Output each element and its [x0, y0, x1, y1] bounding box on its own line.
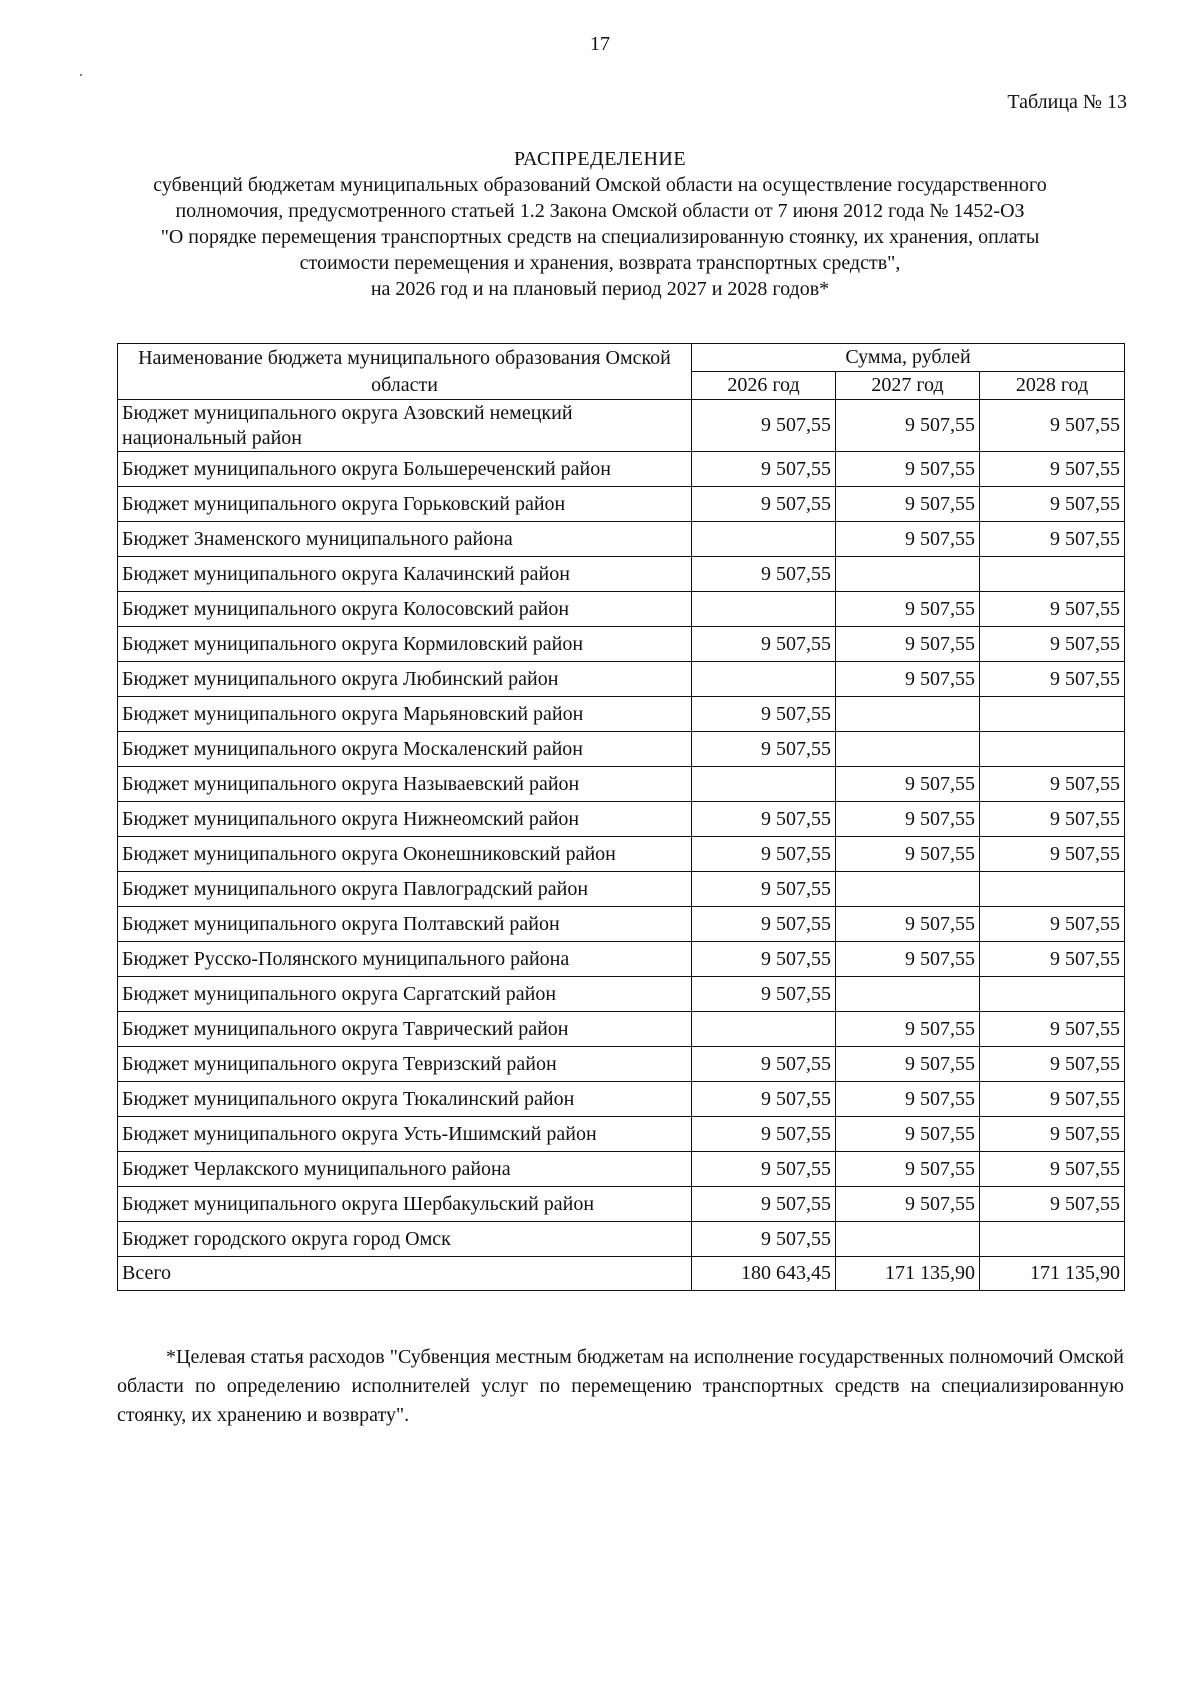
table-row [118, 627, 1125, 662]
amount-2028-cell: 9 507,55 [980, 837, 1125, 872]
amount-2027-cell: 9 507,55 [836, 627, 980, 662]
amount-2028-cell [980, 697, 1125, 732]
table-row [118, 942, 1125, 977]
budget-name-cell: Бюджет Русско-Полянского муниципального района [118, 942, 692, 977]
amount-2028-cell: 9 507,55 [980, 802, 1125, 837]
budget-name-cell: Бюджет муниципального округа Калачинский район [118, 557, 692, 592]
table-row [118, 400, 1125, 452]
table-row [118, 1047, 1125, 1082]
amount-2026-cell: 9 507,55 [692, 942, 836, 977]
total-2026-cell: 180 643,45 [692, 1257, 836, 1291]
header-year-2026: 2026 год [692, 372, 836, 400]
footnote: *Целевая статья расходов "Субвенция местным бюджетам на исполнение государственных полномочий Омской области по определению исполнителей услуг по перемещению транспортных средств на специализированную стоянку, их хранению и возврату". [117, 1346, 1124, 1426]
amount-2027-cell: 9 507,55 [836, 1082, 980, 1117]
budget-name-cell: Бюджет муниципального округа Называевский район [118, 767, 692, 802]
amount-2027-cell: 9 507,55 [836, 1012, 980, 1047]
table-row [118, 557, 1125, 592]
header-budget-name: Наименование бюджета муниципального образования Омской области [118, 344, 692, 400]
amount-2028-cell [980, 557, 1125, 592]
amount-2026-cell: 9 507,55 [692, 487, 836, 522]
amount-2028-cell: 9 507,55 [980, 1047, 1125, 1082]
total-2027-cell: 171 135,90 [836, 1257, 980, 1291]
amount-2026-cell: 9 507,55 [692, 400, 836, 452]
header-year-2028: 2028 год [980, 372, 1125, 400]
table-row [118, 837, 1125, 872]
amount-2028-cell: 9 507,55 [980, 592, 1125, 627]
budget-name-cell: Бюджет муниципального округа Азовский немецкий национальный район [118, 400, 692, 452]
table-row [118, 907, 1125, 942]
amount-2027-cell: 9 507,55 [836, 1152, 980, 1187]
amount-2027-cell [836, 872, 980, 907]
table-row [118, 1117, 1125, 1152]
amount-2026-cell: 9 507,55 [692, 1152, 836, 1187]
amount-2028-cell: 9 507,55 [980, 1187, 1125, 1222]
amount-2026-cell: 9 507,55 [692, 1082, 836, 1117]
table-row [118, 732, 1125, 767]
amount-2026-cell: 9 507,55 [692, 697, 836, 732]
table-row [118, 767, 1125, 802]
budget-name-cell: Бюджет муниципального округа Оконешниковский район [118, 837, 692, 872]
total-row [118, 1257, 1125, 1291]
amount-2028-cell: 9 507,55 [980, 907, 1125, 942]
amount-2026-cell [692, 767, 836, 802]
amount-2027-cell: 9 507,55 [836, 1047, 980, 1082]
table-row [118, 522, 1125, 557]
table-row [118, 1187, 1125, 1222]
budget-name-cell: Бюджет муниципального округа Нижнеомский район [118, 802, 692, 837]
amount-2028-cell: 9 507,55 [980, 400, 1125, 452]
amount-2027-cell: 9 507,55 [836, 1187, 980, 1222]
subtitle-line: на 2026 год и на плановый период 2027 и 2028 годов* [370, 278, 830, 300]
amount-2027-cell [836, 977, 980, 1012]
amount-2026-cell: 9 507,55 [692, 837, 836, 872]
table-label: Таблица № 13 [1007, 91, 1127, 113]
amount-2026-cell: 9 507,55 [692, 872, 836, 907]
budget-name-cell: Бюджет муниципального округа Усть-Ишимский район [118, 1117, 692, 1152]
budget-name-cell: Бюджет муниципального округа Павлоградский район [118, 872, 692, 907]
amount-2028-cell: 9 507,55 [980, 452, 1125, 487]
amount-2028-cell: 9 507,55 [980, 522, 1125, 557]
table-row [118, 1082, 1125, 1117]
amount-2027-cell: 9 507,55 [836, 400, 980, 452]
amount-2027-cell: 9 507,55 [836, 802, 980, 837]
subtitle-line: субвенций бюджетам муниципальных образований Омской области на осуществление государственного [153, 174, 1047, 196]
amount-2028-cell: 9 507,55 [980, 662, 1125, 697]
amount-2026-cell: 9 507,55 [692, 977, 836, 1012]
amount-2028-cell: 9 507,55 [980, 487, 1125, 522]
table-row [118, 1222, 1125, 1257]
amount-2028-cell [980, 1222, 1125, 1257]
table-row [118, 452, 1125, 487]
table-row [118, 977, 1125, 1012]
amount-2027-cell: 9 507,55 [836, 662, 980, 697]
budget-name-cell: Бюджет муниципального округа Горьковский район [118, 487, 692, 522]
table-row [118, 662, 1125, 697]
amount-2026-cell [692, 522, 836, 557]
amount-2027-cell [836, 732, 980, 767]
amount-2027-cell: 9 507,55 [836, 1117, 980, 1152]
amount-2028-cell [980, 872, 1125, 907]
header-sum: Сумма, рублей [692, 344, 1125, 372]
budget-name-cell: Бюджет Знаменского муниципального района [118, 522, 692, 557]
amount-2028-cell: 9 507,55 [980, 1152, 1125, 1187]
budget-name-cell: Бюджет муниципального округа Полтавский район [118, 907, 692, 942]
budget-name-cell: Бюджет муниципального округа Кормиловский район [118, 627, 692, 662]
amount-2027-cell: 9 507,55 [836, 592, 980, 627]
amount-2027-cell [836, 697, 980, 732]
amount-2026-cell: 9 507,55 [692, 1222, 836, 1257]
budget-name-cell: Бюджет муниципального округа Тевризский район [118, 1047, 692, 1082]
table-row [118, 802, 1125, 837]
amount-2026-cell: 9 507,55 [692, 1187, 836, 1222]
amount-2027-cell: 9 507,55 [836, 522, 980, 557]
table-row [118, 592, 1125, 627]
amount-2027-cell [836, 557, 980, 592]
amount-2027-cell: 9 507,55 [836, 837, 980, 872]
amount-2028-cell: 9 507,55 [980, 1012, 1125, 1047]
budget-name-cell: Бюджет муниципального округа Колосовский район [118, 592, 692, 627]
document-title: РАСПРЕДЕЛЕНИЕ [513, 148, 687, 170]
budget-name-cell: Бюджет муниципального округа Большереченский район [118, 452, 692, 487]
table-row [118, 872, 1125, 907]
table-row [118, 487, 1125, 522]
total-2028-cell: 171 135,90 [980, 1257, 1125, 1291]
amount-2026-cell [692, 592, 836, 627]
amount-2026-cell [692, 662, 836, 697]
amount-2028-cell: 9 507,55 [980, 767, 1125, 802]
subtitle-line: полномочия, предусмотренного статьей 1.2 Закона Омской области от 7 июня 2012 года № 1452-ОЗ [175, 200, 1025, 222]
budget-name-cell: Бюджет муниципального округа Марьяновский район [118, 697, 692, 732]
budget-name-cell: Бюджет Черлакского муниципального района [118, 1152, 692, 1187]
amount-2026-cell: 9 507,55 [692, 907, 836, 942]
budget-table [117, 343, 1125, 1291]
subtitle-line: "О порядке перемещения транспортных средств на специализированную стоянку, их хранения, оплаты [160, 226, 1040, 248]
amount-2028-cell: 9 507,55 [980, 627, 1125, 662]
amount-2026-cell: 9 507,55 [692, 802, 836, 837]
amount-2026-cell: 9 507,55 [692, 1047, 836, 1082]
budget-name-cell: Бюджет муниципального округа Таврический район [118, 1012, 692, 1047]
amount-2026-cell: 9 507,55 [692, 557, 836, 592]
amount-2028-cell: 9 507,55 [980, 942, 1125, 977]
scan-speck [80, 74, 82, 76]
budget-name-cell: Бюджет муниципального округа Тюкалинский район [118, 1082, 692, 1117]
budget-name-cell: Бюджет муниципального округа Москаленский район [118, 732, 692, 767]
amount-2028-cell: 9 507,55 [980, 1117, 1125, 1152]
page-number: 17 [590, 33, 610, 55]
amount-2027-cell: 9 507,55 [836, 487, 980, 522]
table-row [118, 697, 1125, 732]
amount-2026-cell: 9 507,55 [692, 1117, 836, 1152]
amount-2026-cell: 9 507,55 [692, 452, 836, 487]
budget-name-cell: Бюджет городского округа город Омск [118, 1222, 692, 1257]
subtitle-line: стоимости перемещения и хранения, возврата транспортных средств", [299, 252, 901, 274]
table-body [118, 400, 1125, 1291]
amount-2027-cell [836, 1222, 980, 1257]
title-block [100, 146, 1100, 302]
amount-2027-cell: 9 507,55 [836, 907, 980, 942]
amount-2026-cell: 9 507,55 [692, 627, 836, 662]
amount-2028-cell: 9 507,55 [980, 1082, 1125, 1117]
budget-name-cell: Бюджет муниципального округа Саргатский район [118, 977, 692, 1012]
header-year-2027: 2027 год [836, 372, 980, 400]
amount-2026-cell [692, 1012, 836, 1047]
amount-2027-cell: 9 507,55 [836, 942, 980, 977]
amount-2027-cell: 9 507,55 [836, 452, 980, 487]
amount-2028-cell [980, 732, 1125, 767]
total-label-cell: Всего [118, 1257, 692, 1291]
table-row [118, 1012, 1125, 1047]
table-row [118, 1152, 1125, 1187]
amount-2028-cell [980, 977, 1125, 1012]
budget-name-cell: Бюджет муниципального округа Шербакульский район [118, 1187, 692, 1222]
amount-2027-cell: 9 507,55 [836, 767, 980, 802]
amount-2026-cell: 9 507,55 [692, 732, 836, 767]
budget-name-cell: Бюджет муниципального округа Любинский район [118, 662, 692, 697]
